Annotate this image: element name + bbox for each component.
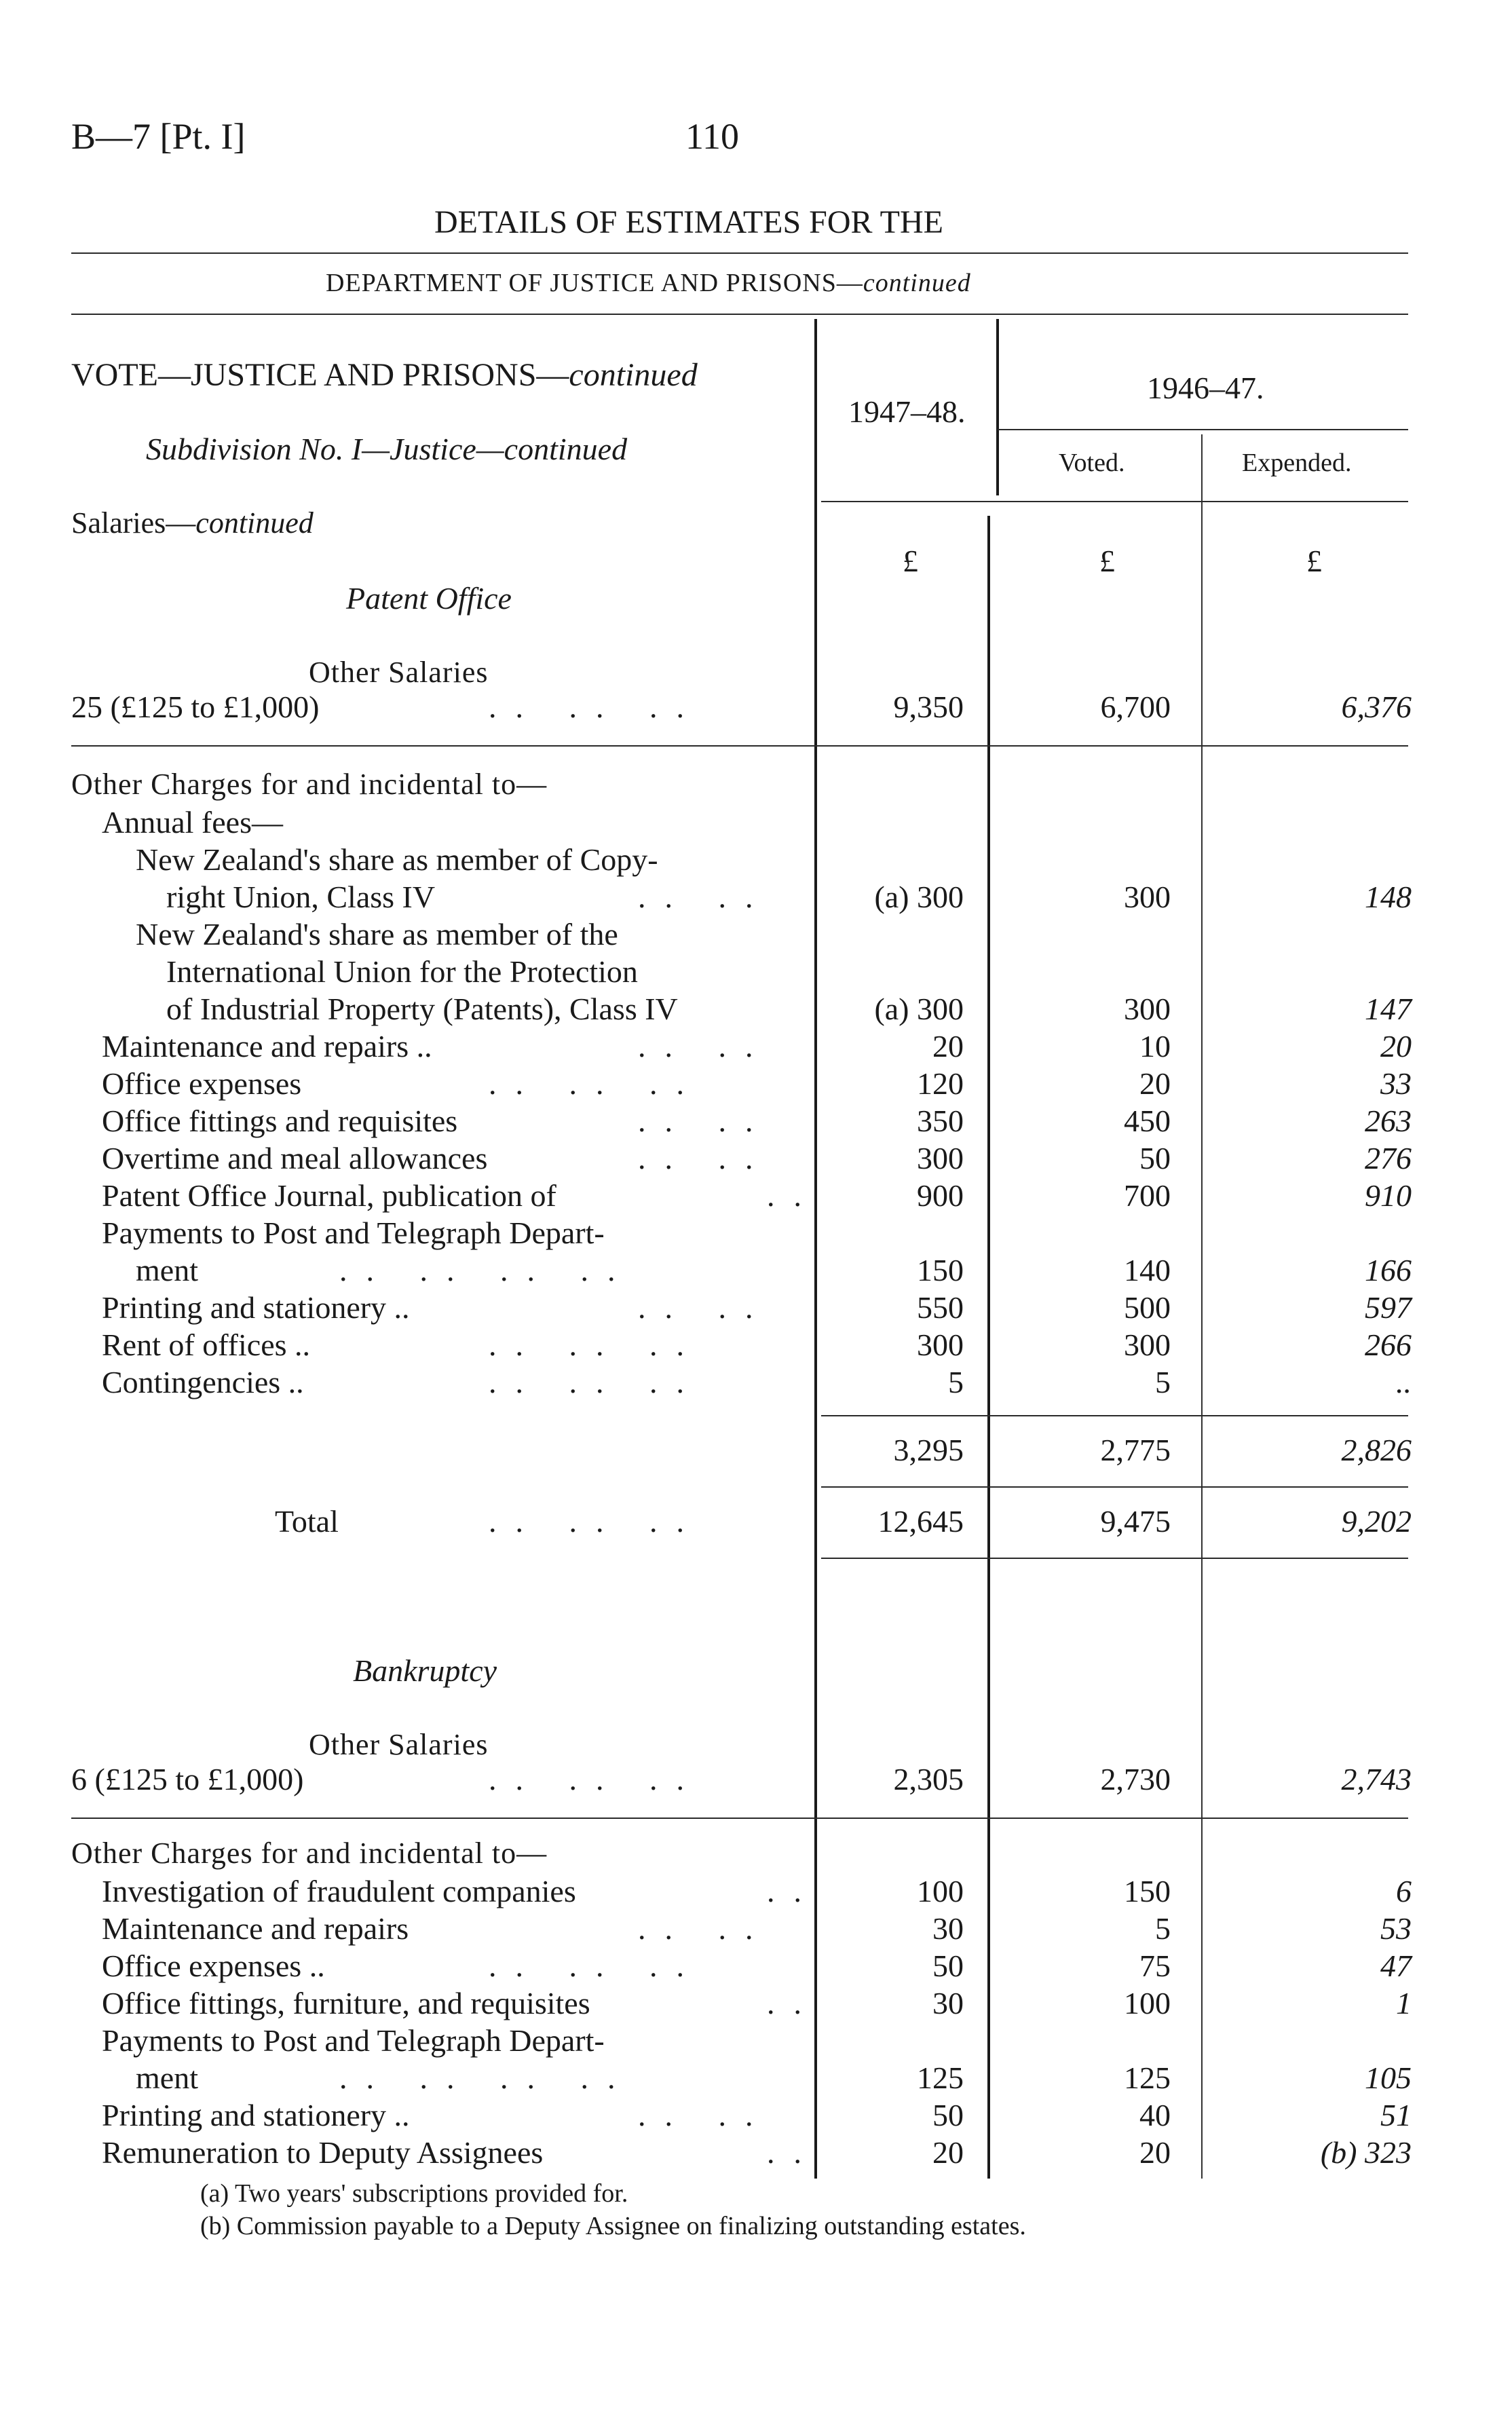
total-voted: 9,475 xyxy=(1100,1504,1171,1539)
footnote-b: (b) Commission payable to a Deputy Assignee on finalizing outstanding estates. xyxy=(200,2212,1026,2240)
department-subtitle-main: DEPARTMENT OF JUSTICE AND PRISONS— xyxy=(326,269,863,297)
department-subtitle-cont: continued xyxy=(863,269,971,297)
amount-voted: 700 xyxy=(1124,1178,1171,1213)
page-number: 110 xyxy=(685,116,739,157)
amount-1947: 50 xyxy=(932,2098,964,2132)
line-item-label: Overtime and meal allowances xyxy=(102,1141,488,1175)
vote-title-cont: continued xyxy=(569,357,698,393)
industrial-label-line3: of Industrial Property (Patents), Class IV xyxy=(166,992,678,1026)
amount-voted: 10 xyxy=(1139,1029,1171,1063)
copyright-label-line1: New Zealand's share as member of Copy- xyxy=(136,842,658,877)
line-item-label: Maintenance and repairs xyxy=(102,1911,409,1946)
divider xyxy=(821,501,1408,502)
leader-dots: .. xyxy=(767,1986,820,2020)
amount-voted: 150 xyxy=(1124,1874,1171,1908)
leader-dots: .. .. .. xyxy=(489,1504,703,1539)
amount-expended: .. xyxy=(1396,1365,1412,1399)
amount-voted: 450 xyxy=(1124,1104,1171,1138)
leader-dots: .. .. xyxy=(638,1290,772,1325)
divider xyxy=(998,429,1408,430)
other-salaries-heading: Other Salaries xyxy=(309,656,489,689)
leader-dots: .. .. xyxy=(638,2098,772,2132)
amount-expended: 266 xyxy=(1365,1328,1412,1362)
leader-dots: .. .. xyxy=(638,1104,772,1138)
amount-expended: 1 xyxy=(1396,1986,1412,2020)
leader-dots: .. xyxy=(767,1874,820,1908)
amount-1947: 20 xyxy=(932,2135,964,2170)
column-rule xyxy=(987,516,990,2179)
currency-col1: £ xyxy=(903,544,918,578)
salary-label: 6 (£125 to £1,000) xyxy=(71,1762,304,1796)
amount-voted: 100 xyxy=(1124,1986,1171,2020)
amount-expended: 6,376 xyxy=(1341,690,1412,724)
amount-1947: 120 xyxy=(917,1066,964,1101)
amount-1947: (a) 300 xyxy=(874,992,964,1026)
amount-expended: (b) 323 xyxy=(1320,2135,1412,2170)
line-item-label: Investigation of fraudulent companies xyxy=(102,1874,576,1908)
amount-1947: (a) 300 xyxy=(874,880,964,914)
amount-voted: 20 xyxy=(1139,1066,1171,1101)
amount-1947: 300 xyxy=(917,1141,964,1175)
amount-expended: 276 xyxy=(1365,1141,1412,1175)
amount-expended: 33 xyxy=(1380,1066,1412,1101)
divider xyxy=(821,1415,1408,1416)
other-salaries-heading: Other Salaries xyxy=(309,1728,489,1761)
footnote-a: (a) Two years' subscriptions provided for. xyxy=(200,2179,628,2208)
line-item-label: Office expenses .. xyxy=(102,1948,325,1983)
column-rule xyxy=(1201,434,1203,2179)
annual-fees-label: Annual fees— xyxy=(102,805,283,840)
column-rule xyxy=(996,319,999,495)
amount-expended: 53 xyxy=(1380,1911,1412,1946)
amount-1947: 100 xyxy=(917,1874,964,1908)
line-item-label: Office fittings, furniture, and requisites xyxy=(102,1986,590,2020)
amount-voted: 300 xyxy=(1124,992,1171,1026)
payments-label-line1: Payments to Post and Telegraph Depart- xyxy=(102,2023,605,2058)
leader-dots: .. .. .. xyxy=(489,1328,703,1362)
line-item-label: Printing and stationery .. xyxy=(102,2098,410,2132)
leader-dots: .. .. .. xyxy=(489,1762,703,1796)
divider xyxy=(71,745,1408,747)
amount-1947: 50 xyxy=(932,1948,964,1983)
amount-voted: 5 xyxy=(1155,1365,1171,1399)
section-heading-bankruptcy: Bankruptcy xyxy=(353,1653,497,1688)
payments-label-line2: ment xyxy=(136,1253,198,1287)
leader-dots: .. .. .. .. xyxy=(339,1253,635,1287)
amount-1947: 30 xyxy=(932,1911,964,1946)
amount-expended: 910 xyxy=(1365,1178,1412,1213)
amount-expended: 147 xyxy=(1365,992,1412,1026)
column-expended: Expended. xyxy=(1242,449,1352,477)
divider xyxy=(821,1486,1408,1488)
amount-1947: 20 xyxy=(932,1029,964,1063)
industrial-label-line1: New Zealand's share as member of the xyxy=(136,917,618,952)
line-item-label: Printing and stationery .. xyxy=(102,1290,410,1325)
leader-dots: .. xyxy=(767,1178,820,1213)
subtotal-expended: 2,826 xyxy=(1341,1433,1412,1467)
amount-voted: 300 xyxy=(1124,880,1171,914)
divider xyxy=(71,1818,1408,1819)
salaries-heading-cont: continued xyxy=(195,506,314,540)
amount-expended: 6 xyxy=(1396,1874,1412,1908)
amount-expended: 20 xyxy=(1380,1029,1412,1063)
line-item-label: Patent Office Journal, publication of xyxy=(102,1178,556,1213)
salary-label: 25 (£125 to £1,000) xyxy=(71,690,320,724)
salaries-heading-main: Salaries— xyxy=(71,506,196,540)
divider xyxy=(71,314,1408,315)
amount-voted: 40 xyxy=(1139,2098,1171,2132)
payments-label-line1: Payments to Post and Telegraph Depart- xyxy=(102,1216,605,1250)
amount-1947: 150 xyxy=(917,1253,964,1287)
payments-label-line2: ment xyxy=(136,2060,198,2095)
subdivision-title: Subdivision No. I—Justice—continued xyxy=(146,432,628,466)
total-label: Total xyxy=(275,1504,339,1539)
amount-1947: 2,305 xyxy=(893,1762,964,1796)
column-voted: Voted. xyxy=(1059,449,1125,477)
amount-voted: 500 xyxy=(1124,1290,1171,1325)
amount-1947: 900 xyxy=(917,1178,964,1213)
currency-col2: £ xyxy=(1099,544,1115,578)
amount-1947: 9,350 xyxy=(893,690,964,724)
subtotal-1947: 3,295 xyxy=(893,1433,964,1467)
amount-expended: 105 xyxy=(1365,2060,1412,2095)
page-ref: B—7 [Pt. I] xyxy=(71,116,246,157)
leader-dots: .. .. xyxy=(638,880,772,914)
amount-voted: 140 xyxy=(1124,1253,1171,1287)
amount-1947: 5 xyxy=(948,1365,964,1399)
amount-1947: 550 xyxy=(917,1290,964,1325)
page-title: DETAILS OF ESTIMATES FOR THE xyxy=(434,204,943,240)
total-1947: 12,645 xyxy=(877,1504,964,1539)
section-heading-patent: Patent Office xyxy=(346,581,512,616)
divider xyxy=(71,252,1408,254)
leader-dots: .. .. .. xyxy=(489,690,703,724)
amount-expended: 166 xyxy=(1365,1253,1412,1287)
vote-title xyxy=(71,356,698,394)
line-item-label: Office expenses xyxy=(102,1066,302,1101)
leader-dots: .. .. xyxy=(638,1911,772,1946)
leader-dots: .. xyxy=(767,2135,820,2170)
amount-voted: 6,700 xyxy=(1100,690,1171,724)
amount-expended: 2,743 xyxy=(1341,1762,1412,1796)
department-subtitle xyxy=(326,268,971,298)
subtotal-voted: 2,775 xyxy=(1100,1433,1171,1467)
leader-dots: .. .. .. xyxy=(489,1948,703,1983)
amount-expended: 148 xyxy=(1365,880,1412,914)
amount-1947: 125 xyxy=(917,2060,964,2095)
amount-voted: 50 xyxy=(1139,1141,1171,1175)
amount-expended: 263 xyxy=(1365,1104,1412,1138)
amount-expended: 597 xyxy=(1365,1290,1412,1325)
amount-voted: 5 xyxy=(1155,1911,1171,1946)
amount-1947: 350 xyxy=(917,1104,964,1138)
line-item-label: Rent of offices .. xyxy=(102,1328,311,1362)
amount-voted: 2,730 xyxy=(1100,1762,1171,1796)
amount-expended: 47 xyxy=(1380,1948,1412,1983)
currency-col3: £ xyxy=(1306,544,1322,578)
amount-voted: 75 xyxy=(1139,1948,1171,1983)
line-item-label: Remuneration to Deputy Assignees xyxy=(102,2135,544,2170)
vote-title-main: VOTE—JUSTICE AND PRISONS— xyxy=(71,357,569,393)
leader-dots: .. .. .. xyxy=(489,1365,703,1399)
charges-heading: Other Charges for and incidental to— xyxy=(71,768,548,801)
amount-voted: 20 xyxy=(1139,2135,1171,2170)
amount-expended: 51 xyxy=(1380,2098,1412,2132)
amount-1947: 300 xyxy=(917,1328,964,1362)
charges-heading: Other Charges for and incidental to— xyxy=(71,1837,548,1870)
leader-dots: .. .. xyxy=(638,1029,772,1063)
leader-dots: .. .. .. .. xyxy=(339,2060,635,2095)
total-expended: 9,202 xyxy=(1341,1504,1412,1539)
line-item-label: Contingencies .. xyxy=(102,1365,304,1399)
amount-voted: 125 xyxy=(1124,2060,1171,2095)
copyright-label-line2: right Union, Class IV xyxy=(166,880,436,914)
divider xyxy=(821,1558,1408,1559)
line-item-label: Office fittings and requisites xyxy=(102,1104,458,1138)
leader-dots: .. .. xyxy=(638,1141,772,1175)
line-item-label: Maintenance and repairs .. xyxy=(102,1029,432,1063)
column-year-current: 1947–48. xyxy=(848,394,966,429)
leader-dots: .. .. .. xyxy=(489,1066,703,1101)
amount-1947: 30 xyxy=(932,1986,964,2020)
salaries-heading xyxy=(71,506,314,540)
column-year-prev: 1946–47. xyxy=(1147,371,1264,405)
industrial-label-line2: International Union for the Protection xyxy=(166,954,638,989)
amount-voted: 300 xyxy=(1124,1328,1171,1362)
